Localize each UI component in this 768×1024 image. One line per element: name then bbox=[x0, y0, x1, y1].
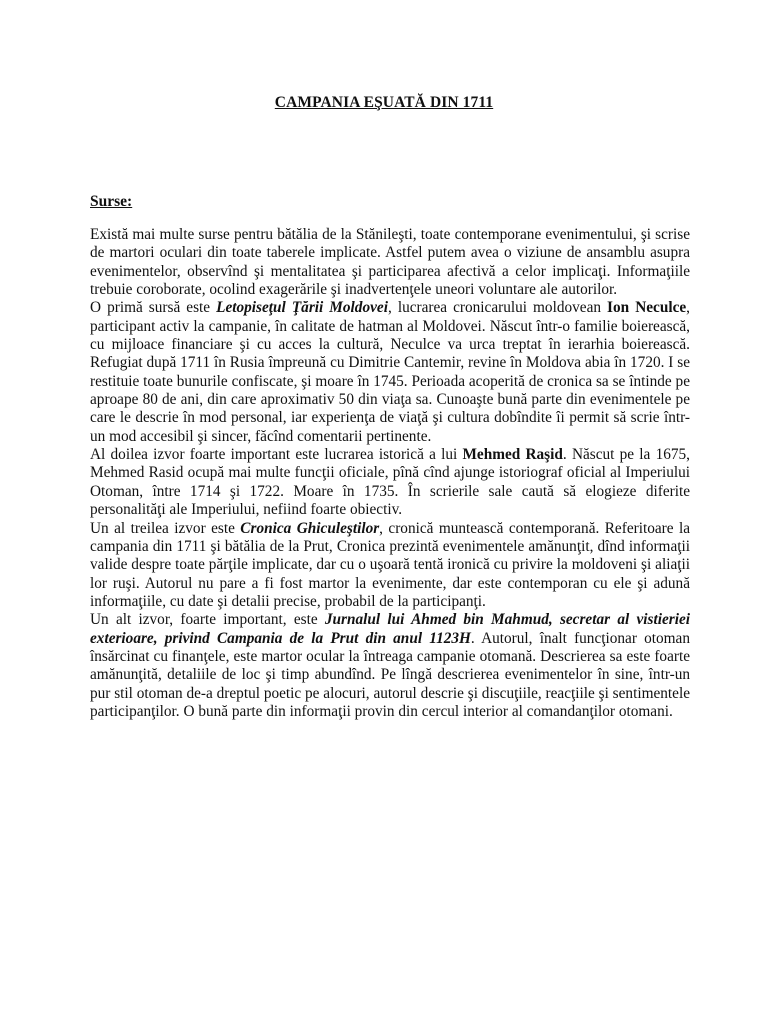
source-title: Cronica Ghiculeştilor bbox=[240, 519, 380, 537]
document-title: CAMPANIA EŞUATĂ DIN 1711 bbox=[274, 94, 494, 111]
paragraph bbox=[90, 520, 690, 612]
text-run: Există mai multe surse pentru bătălia de la Stănileşti, toate contemporane evenimentului, şi scrise de martori oculari din toate taberele implicate. Astfel putem avea o viziune de ansamblu asupra evenimentelor, observînd şi mentalitatea şi participarea afectivă a celor implicaţi. Informaţiile trebuie coroborate, ocolind exagerările şi inadvertenţele uneori voluntare ale autorilor. bbox=[90, 226, 690, 299]
paragraph bbox=[90, 226, 690, 299]
bold-name: Mehmed Raşid bbox=[462, 446, 563, 464]
source-title: Letopiseţul Ţării Moldovei bbox=[216, 299, 388, 317]
text-run: . Autorul, înalt funcţionar otoman însărcinat cu finanţele, este martor ocular la întreaga campanie otomană. Descrierea sa este foarte amănunţită, detaliile de loc şi timp abundînd. Pe lîngă descrierea evenimentelor în sine, într-un pur stil otoman de-a dreptul poetic pe alocuri, autorul descrie şi discuţiile, reacţiile şi sentimentele participanţilor. O bună parte din informaţii provin din cercul interior al comandanţilor otomani. bbox=[90, 629, 690, 720]
source-title: Jurnalul lui Ahmed bin Mahmud, secretar al vistieriei exterioare, privind Campania de la Prut din anul 1123H bbox=[90, 611, 690, 647]
text-run: Un alt izvor, foarte important, este bbox=[90, 611, 325, 629]
paragraph bbox=[90, 299, 690, 446]
text-run: , participant activ la campanie, în calitate de hatman al Moldovei. Născut într-o familie boierească, cu mijloace financiare şi cu acces la cultură, Neculce va urca treptat în ierarhia boierească. Refugiat după 1711 în Rusia împreună cu Dimitrie Cantemir, revine în Moldova abia în 1720. I se restituie toate bunurile confiscate, şi moare în 1745. Perioada acoperită de cronica sa se întinde pe aproape 80 de ani, din care aproximativ 50 din viaţa sa. Cunoaşte bună parte din evenimentele pe care le descrie în mod personal, iar experienţa de viaţă şi cultura dobîndite îi permit să scrie într-un mod accesibil şi sincer, făcînd comentarii pertinente. bbox=[90, 299, 690, 445]
text-run: , lucrarea cronicarului moldovean bbox=[387, 299, 608, 317]
document-body bbox=[90, 226, 690, 721]
text-run: , cronică muntească contemporană. Referitoare la campania din 1711 şi bătălia de la Prut, Cronica prezintă evenimentele amănunţit, dînd informaţii valide despre toate părţile implicate, dar cu o uşoară tentă ironică cu privire la moldoveni şi aliaţii lor ruşi. Autorul nu pare a fi fost martor la evenimente, dar este contemporan cu ele şi adună informaţiile, cu date şi detalii precise, probabil de la participanţi. bbox=[90, 519, 690, 610]
text-run: O primă sursă este bbox=[90, 299, 217, 317]
paragraph bbox=[90, 611, 690, 721]
section-heading-sources: Surse: bbox=[90, 193, 133, 210]
paragraph bbox=[90, 446, 690, 519]
text-run: Al doilea izvor foarte important este lucrarea istorică a lui bbox=[90, 446, 463, 464]
text-run: . Născut pe la 1675, Mehmed Rasid ocupă mai multe funcţii oficiale, pînă cînd ajunge istoriograf oficial al Imperiului Otoman, între 1714 şi 1722. Moare în 1735. În scrierile sale caută să elogieze diferite personalităţi ale Imperiului, nefiind foarte obiectiv. bbox=[90, 446, 690, 519]
text-run: Un al treilea izvor este bbox=[90, 519, 241, 537]
bold-name: Ion Neculce bbox=[607, 299, 687, 317]
